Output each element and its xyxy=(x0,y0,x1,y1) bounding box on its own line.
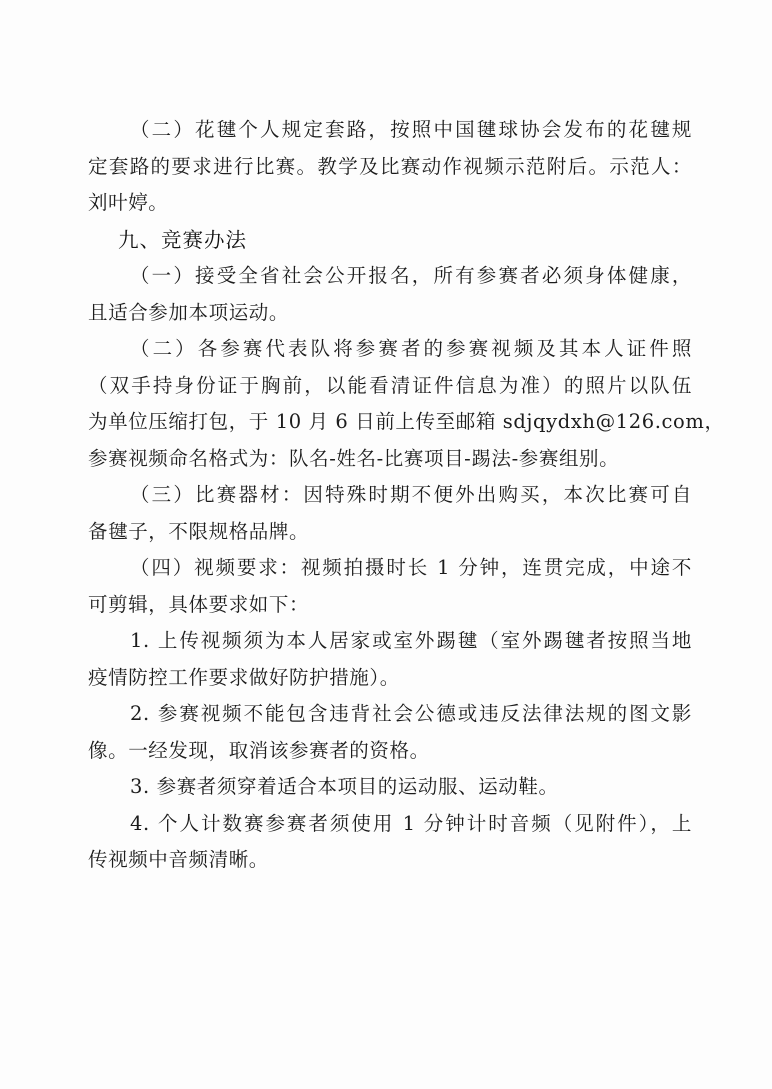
text-line: 为单位压缩打包，于 10 月 6 日前上传至邮箱 sdjqydxh@126.com， xyxy=(88,410,725,433)
paragraph-video-requirements xyxy=(88,550,692,623)
text-line: 疫情防控工作要求做好防护措施）。 xyxy=(88,665,400,689)
text-line: 像。一经发现，取消该参赛者的资格。 xyxy=(88,738,430,762)
text-line: 4. 个人计数赛参赛者须使用 1 分钟计时音频（见附件），上 xyxy=(130,811,692,835)
document-body xyxy=(88,112,725,879)
list-item xyxy=(88,623,692,696)
text-line: （二）各参赛代表队将参赛者的参赛视频及其本人证件照 xyxy=(130,337,692,360)
text-line: 1. 上传视频须为本人居家或室外踢毽（室外踢毽者按照当地 xyxy=(130,629,692,652)
paragraph-submission xyxy=(88,331,725,477)
text-line: （双手持身份证于胸前，以能看清证件信息为准）的照片以队伍 xyxy=(88,373,692,397)
text-line: 传视频中音频清晰。 xyxy=(88,848,269,871)
text-line: 备毽子，不限规格品牌。 xyxy=(88,519,310,543)
text-line: 且适合参加本项运动。 xyxy=(88,300,290,324)
text-line: 3. 参赛者须穿着适合本项目的运动服、运动鞋。 xyxy=(130,775,559,798)
text-line: 可剪辑，具体要求如下： xyxy=(88,592,310,616)
text-line: 刘叶婷。 xyxy=(88,191,169,214)
paragraph-routine xyxy=(88,112,692,222)
text-line: （三）比赛器材：因特殊时期不便外出购买，本次比赛可自 xyxy=(130,483,692,506)
section-heading: 九、竞赛办法 xyxy=(118,227,247,252)
text-line: 2. 参赛视频不能包含违背社会公德或违反法律法规的图文影 xyxy=(130,702,692,725)
list-item xyxy=(88,696,692,769)
list-item xyxy=(88,806,692,879)
text-line: （一）接受全省社会公开报名，所有参赛者必须身体健康， xyxy=(130,264,692,287)
text-line: （二）花毽个人规定套路，按照中国毽球协会发布的花毽规 xyxy=(130,118,692,141)
text-line: 定套路的要求进行比赛。教学及比赛动作视频示范附后。示范人： xyxy=(88,154,692,178)
paragraph-equipment xyxy=(88,477,692,550)
text-line: 参赛视频命名格式为：队名-姓名-比赛项目-踢法-参赛组别。 xyxy=(88,446,620,470)
list-item xyxy=(88,769,692,806)
paragraph-registration xyxy=(88,258,692,331)
text-line: （四）视频要求：视频拍摄时长 1 分钟，连贯完成，中途不 xyxy=(130,556,692,579)
